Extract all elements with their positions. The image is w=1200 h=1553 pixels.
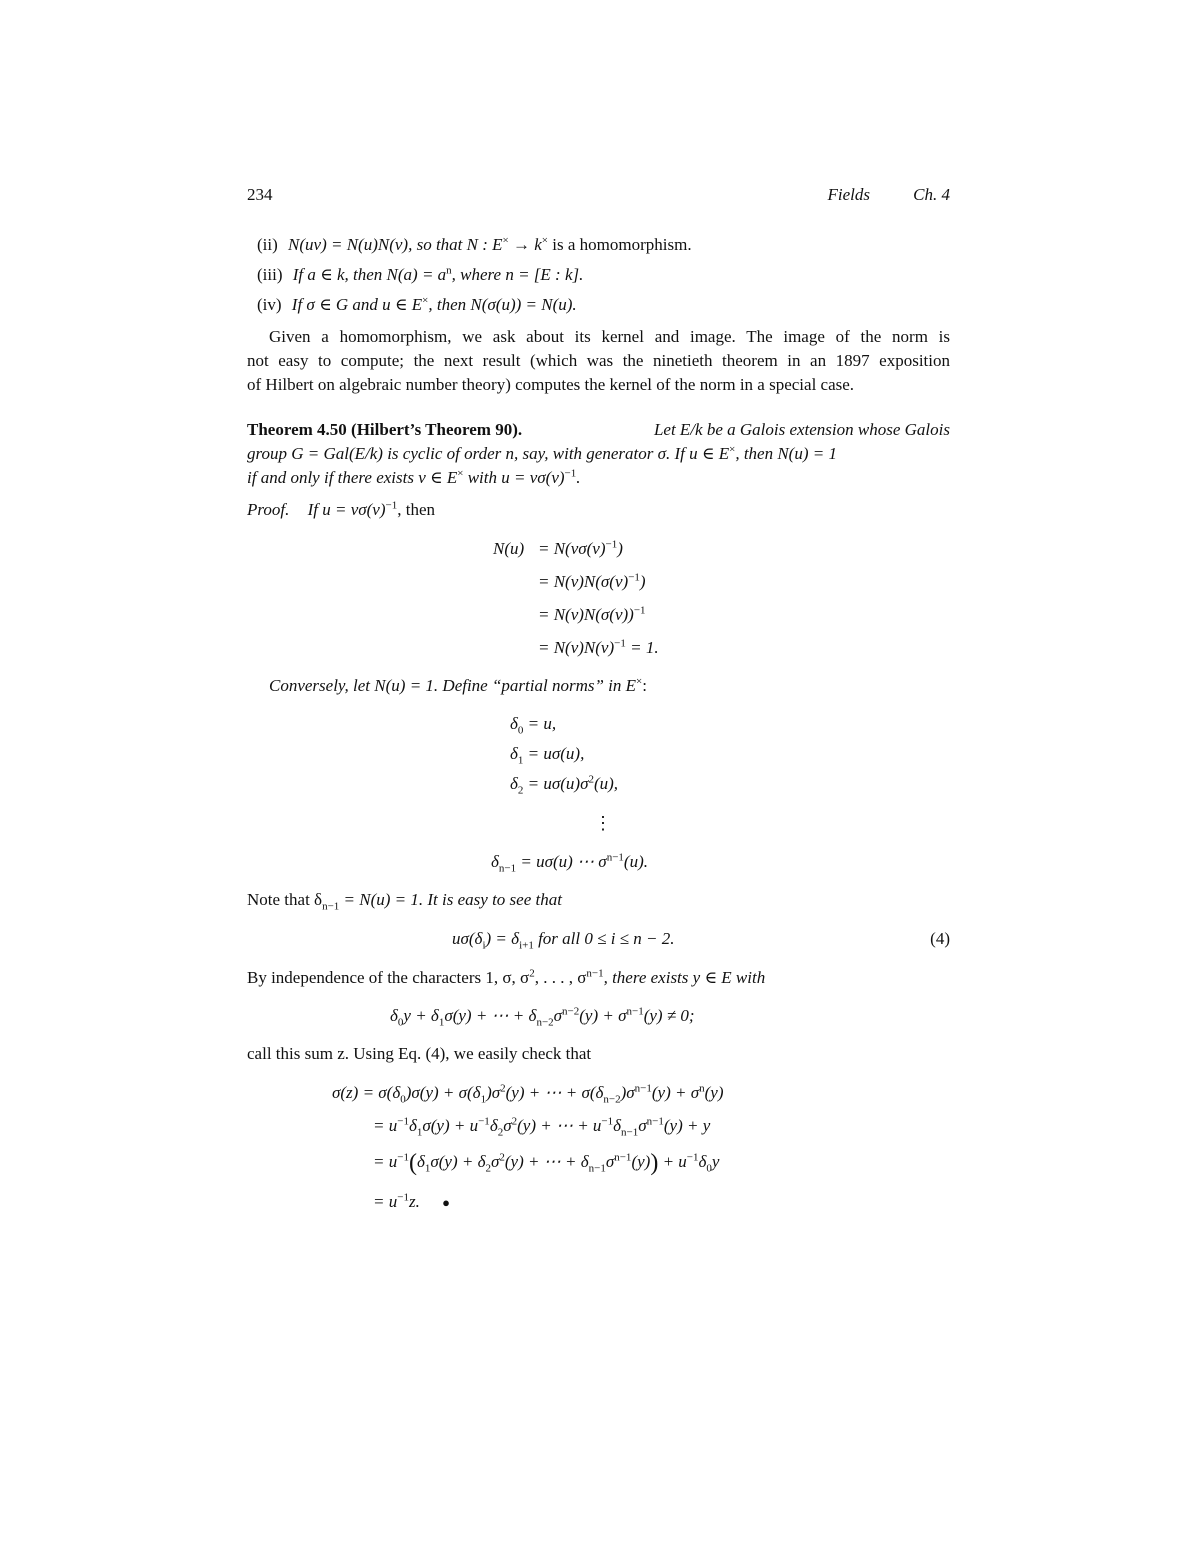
- theorem-line-3: [247, 467, 581, 489]
- final-line-4: [373, 1191, 450, 1214]
- superscript: −1: [633, 604, 646, 617]
- superscript: n−1: [614, 1151, 632, 1164]
- equation-text: for all 0 ≤ i ≤ n − 2.: [533, 929, 675, 948]
- superscript: −1: [397, 1191, 409, 1204]
- equation-text: (y): [704, 1083, 724, 1102]
- proof-text: Conversely, let N(u) = 1. Define “partial norms” in E: [269, 676, 637, 695]
- subscript: 1: [416, 1126, 423, 1139]
- superscript: ×: [457, 467, 464, 480]
- superscript: −1: [397, 1151, 409, 1164]
- superscript: n−1: [634, 1082, 652, 1095]
- page-number: 234: [247, 185, 273, 204]
- chapter-title: Fields: [827, 185, 870, 204]
- equation-text: ) = δ: [485, 929, 520, 948]
- proof-text: If u = vσ(v): [307, 500, 386, 519]
- equation-text: (y) + σ: [651, 1083, 700, 1102]
- proof-text: = N(u) = 1. It is easy to see that: [339, 890, 562, 909]
- equation-4: [452, 928, 674, 950]
- subscript: i: [482, 939, 486, 952]
- equation-text: (y): [631, 1152, 651, 1171]
- delta-last: [491, 851, 648, 873]
- subscript: n−1: [322, 900, 340, 913]
- item-text: is a homomorphism.: [548, 235, 692, 254]
- subscript: 1: [517, 754, 524, 767]
- list-item-iii: [257, 264, 583, 286]
- item-text: , where n = [E : k].: [451, 265, 584, 284]
- intro-line-1: Given a homomorphism, we ask about its kernel and image. The image of the norm is: [269, 327, 950, 346]
- proof-text: , then: [397, 500, 435, 519]
- delta-symbol: δ: [491, 852, 499, 871]
- equation-text: )σ: [620, 1083, 635, 1102]
- proof-text: Note that δ: [247, 890, 323, 909]
- equation-rhs: = N(v)N(σ(v)): [538, 605, 634, 624]
- delta-1: [510, 743, 584, 765]
- equation-lhs: N(u): [493, 539, 525, 558]
- superscript: −1: [605, 538, 618, 551]
- subscript: 1: [438, 1016, 445, 1029]
- converse-line: [269, 675, 647, 697]
- subscript: 0: [397, 1016, 404, 1029]
- final-line-3: [373, 1151, 719, 1174]
- subscript: i+1: [519, 939, 534, 952]
- equation-text: )σ: [486, 1083, 501, 1102]
- subscript: 1: [480, 1093, 487, 1106]
- theorem-line-1: [247, 419, 950, 441]
- theorem-line-2: [247, 443, 950, 465]
- item-text: , then N(σ(u)) = N(u).: [428, 295, 577, 314]
- running-header: [247, 185, 950, 207]
- equation-text: δ: [390, 1006, 398, 1025]
- item-label: (iv): [257, 295, 282, 314]
- equation-text: y: [711, 1152, 720, 1171]
- proof-text: , . . . , σ: [534, 968, 587, 987]
- equation-rhs: = N(v)N(σ(v): [538, 572, 629, 591]
- item-text: If a ∈ k, then N(a) = a: [292, 265, 447, 284]
- superscript: 2: [511, 1115, 518, 1128]
- equation-text: (y) + ⋯ + u: [517, 1116, 602, 1135]
- item-text: If σ ∈ G and u ∈ E: [291, 295, 423, 314]
- item-text: N(uv) = N(u)N(v), so that N : E: [288, 235, 503, 254]
- page: [247, 0, 950, 1553]
- superscript: n−1: [626, 1005, 644, 1018]
- superscript: ×: [636, 675, 643, 688]
- equation-text: uσ(δ: [452, 929, 483, 948]
- superscript: −1: [686, 1151, 699, 1164]
- delta-0: [510, 713, 556, 735]
- superscript: 2: [588, 773, 594, 786]
- equation-text: σ: [503, 1116, 512, 1135]
- subscript: 2: [485, 1162, 491, 1175]
- proof-text: By independence of the characters 1, σ, σ: [247, 968, 530, 987]
- subscript: n−1: [498, 862, 517, 875]
- final-line-2: [373, 1115, 710, 1137]
- equation-number: (4): [930, 929, 950, 948]
- superscript: ×: [541, 234, 549, 247]
- subscript: n−2: [536, 1016, 554, 1029]
- sum-equation: [390, 1005, 695, 1027]
- superscript: −1: [397, 1115, 409, 1128]
- theorem-text: group G = Gal(E/k) is cyclic of order n, say, with generator σ. If u ∈ E: [247, 444, 730, 463]
- equation-rhs: = N(vσ(v): [538, 539, 606, 558]
- norm-eq-line-1: [538, 538, 623, 560]
- equation-rhs: = 1.: [625, 638, 659, 657]
- equation-rhs: (u),: [593, 774, 619, 793]
- equation-text: δ: [489, 1116, 498, 1135]
- equation-rhs: = uσ(u),: [523, 744, 585, 763]
- superscript: ×: [422, 294, 429, 307]
- delta-2: [510, 773, 618, 795]
- equation-text: (y) + ⋯ + δ: [504, 1152, 589, 1171]
- superscript: n: [446, 264, 452, 277]
- equation-text: σ: [491, 1152, 500, 1171]
- equation-text: )σ(y) + σ(δ: [405, 1083, 481, 1102]
- equation-text: = u: [373, 1116, 398, 1135]
- note-line: [247, 889, 562, 911]
- item-text: → k: [508, 235, 542, 254]
- delta-symbol: δ: [510, 714, 518, 733]
- equation-text: (y) + σ: [579, 1006, 627, 1025]
- equation-text: = u: [373, 1192, 398, 1211]
- superscript: n−1: [586, 967, 604, 980]
- equation-rhs: = uσ(u) ⋯ σ: [516, 852, 607, 871]
- equation-text: σ(y) + ⋯ + δ: [444, 1006, 537, 1025]
- delta-symbol: δ: [510, 774, 518, 793]
- subscript: 0: [517, 724, 524, 737]
- superscript: n: [699, 1082, 705, 1095]
- equation-text: σ(y) + δ: [430, 1152, 486, 1171]
- subscript: n−1: [621, 1126, 639, 1139]
- superscript: n−1: [646, 1115, 664, 1128]
- equation-text: (y) + y: [663, 1116, 711, 1135]
- equation-text: δ: [613, 1116, 622, 1135]
- norm-eq-line-4: [538, 637, 659, 659]
- theorem-text: with u = vσ(v): [463, 468, 565, 487]
- proof-text: :: [642, 676, 647, 695]
- equation-rhs: ): [617, 539, 623, 558]
- theorem-text: Let E/k be a Galois extension whose Galois: [653, 420, 950, 439]
- subscript: n−2: [603, 1093, 621, 1106]
- superscript: 2: [499, 1151, 505, 1164]
- equation-rhs: = uσ(u)σ: [523, 774, 589, 793]
- vertical-dots: ⋮: [594, 813, 612, 833]
- equation-text: σ(y) + u: [422, 1116, 479, 1135]
- item-label: (ii): [257, 235, 278, 254]
- final-line-1: [332, 1082, 724, 1104]
- superscript: 2: [529, 967, 535, 980]
- superscript: n−2: [562, 1005, 580, 1018]
- superscript: −1: [385, 499, 398, 512]
- equation-text: (y) ≠ 0;: [643, 1006, 695, 1025]
- big-paren: (: [408, 1150, 417, 1176]
- intro-line-3: of Hilbert on algebraic number theory) computes the kernel of the norm in a special case.: [247, 375, 855, 394]
- theorem-text: , then N(u) = 1: [735, 444, 837, 463]
- list-item-ii: [257, 234, 692, 256]
- superscript: −1: [628, 571, 640, 584]
- equation-text: δ: [416, 1152, 425, 1171]
- equation-text: δ: [408, 1116, 417, 1135]
- proof-intro: [247, 499, 435, 521]
- superscript: ×: [729, 443, 736, 456]
- superscript: −1: [614, 637, 626, 650]
- equation-text: σ(z) = σ(δ: [332, 1083, 401, 1102]
- equation-text: y + δ: [403, 1006, 439, 1025]
- subscript: 2: [517, 784, 524, 797]
- equation-rhs: = N(v)N(v): [538, 638, 615, 657]
- theorem-label: Theorem 4.50: [247, 420, 347, 439]
- norm-eq-lhs: [493, 538, 524, 560]
- equation-text: σ: [605, 1152, 615, 1171]
- equation-text: + u: [658, 1152, 687, 1171]
- superscript: −1: [478, 1115, 490, 1128]
- equation-text: (y) + ⋯ + σ(δ: [505, 1083, 604, 1102]
- big-paren: ): [650, 1150, 659, 1176]
- item-label: (iii): [257, 265, 283, 284]
- theorem-name: (Hilbert’s Theorem 90).: [351, 420, 523, 439]
- norm-eq-line-3: [538, 604, 646, 626]
- independence-line: [247, 967, 765, 989]
- proof-label: Proof.: [247, 500, 290, 519]
- norm-eq-line-2: [538, 571, 646, 593]
- proof-text: , there exists y ∈ E with: [603, 968, 766, 987]
- equation-text: σ: [553, 1006, 563, 1025]
- chapter-ref: Ch. 4: [913, 185, 950, 204]
- intro-line-2: not easy to compute; the next result (which was the ninetieth theorem in an 1897 exposition: [247, 351, 950, 370]
- subscript: 0: [706, 1162, 712, 1175]
- subscript: 0: [400, 1093, 406, 1106]
- superscript: 2: [500, 1082, 506, 1095]
- subscript: 1: [424, 1162, 431, 1175]
- superscript: −1: [564, 467, 577, 480]
- call-sum-line: call this sum z. Using Eq. (4), we easily check that: [247, 1044, 592, 1063]
- superscript: ×: [502, 234, 509, 247]
- subscript: 2: [497, 1126, 504, 1139]
- equation-text: = u: [373, 1152, 398, 1171]
- equation-text: σ: [638, 1116, 647, 1135]
- equation-rhs: ): [639, 572, 646, 591]
- superscript: n−1: [606, 851, 624, 864]
- theorem-text: if and only if there exists v ∈ E: [247, 468, 458, 487]
- qed-bullet-icon: ●: [442, 1195, 450, 1210]
- superscript: −1: [601, 1115, 614, 1128]
- equation-rhs: = u,: [523, 714, 557, 733]
- equation-text: z.: [408, 1192, 420, 1211]
- subscript: n−1: [588, 1162, 606, 1175]
- equation-rhs: (u).: [623, 852, 648, 871]
- list-item-iv: [257, 294, 577, 316]
- delta-symbol: δ: [510, 744, 518, 763]
- equation-text: δ: [698, 1152, 707, 1171]
- theorem-text: .: [576, 468, 581, 487]
